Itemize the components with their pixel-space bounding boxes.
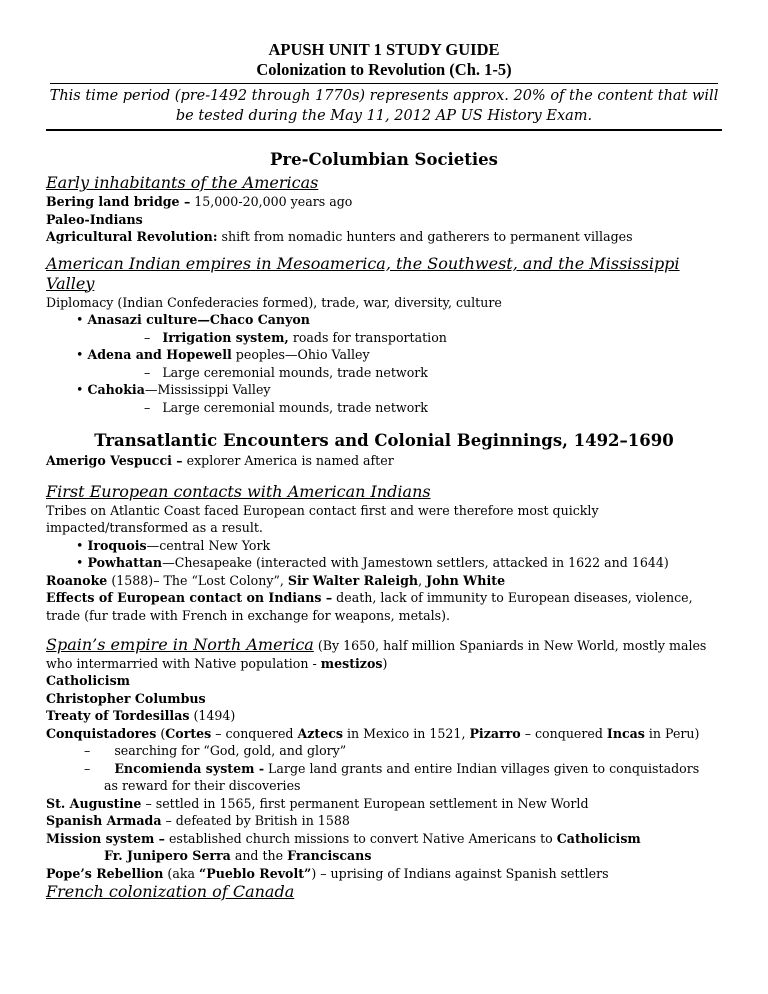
subheading-first-contacts: First European contacts with American Indians xyxy=(46,481,431,501)
list-item: Pope’s Rebellion (aka “Pueblo Revolt”) – uprising of Indians against Spanish settlers xyxy=(46,865,609,881)
list-item: Christopher Columbus xyxy=(46,690,206,706)
list-item: Fr. Junipero Serra and the Franciscans xyxy=(104,848,372,863)
sub-bullet-item: – searching for “God, gold, and glory” xyxy=(84,743,347,758)
list-item: who intermarried with Native population - mestizos) xyxy=(46,655,388,671)
sub-bullet-item: – Large ceremonial mounds, trade network xyxy=(144,364,428,380)
list-item: Roanoke (1588)– The “Lost Colony”, Sir Walter Raleigh, John White xyxy=(46,572,506,588)
subheading-indian-empires: American Indian empires in Mesoamerica, the Southwest, and the Mississippi Valley xyxy=(46,253,680,293)
sub-bullet-item: – Irrigation system, roads for transportation xyxy=(144,329,447,345)
divider xyxy=(50,83,718,84)
list-item: Mission system – established church missions to convert Native Americans to Catholicism xyxy=(46,830,641,846)
divider xyxy=(46,129,722,131)
section-title-pre-columbian: Pre-Columbian Societies xyxy=(270,150,498,169)
bullet-item: • Anasazi culture—Chaco Canyon xyxy=(76,312,310,327)
list-item: Conquistadores (Cortes – conquered Aztecs in Mexico in 1521, Pizarro – conquered Incas in Peru) xyxy=(46,725,700,741)
list-item: Bering land bridge – 15,000-20,000 years ago xyxy=(46,194,353,209)
list-item: Diplomacy (Indian Confederacies formed), trade, war, diversity, culture xyxy=(46,294,502,310)
sub-bullet-continuation: as reward for their discoveries xyxy=(104,778,301,793)
subheading-early-inhabitants: Early inhabitants of the Americas xyxy=(46,173,319,192)
list-item: Catholicism xyxy=(46,673,130,688)
doc-title: APUSH UNIT 1 STUDY GUIDE xyxy=(268,40,500,59)
list-item: St. Augustine – settled in 1565, first permanent European settlement in New World xyxy=(46,795,589,811)
sub-bullet-item: – Large ceremonial mounds, trade network xyxy=(144,399,428,415)
list-item: Agricultural Revolution: shift from nomadic hunters and gatherers to permanent villages xyxy=(46,229,633,244)
bullet-item: • Adena and Hopewell peoples—Ohio Valley xyxy=(76,347,370,362)
subheading-spain-empire: Spain’s empire in North America (By 1650, half million Spaniards in New World, mostly males xyxy=(46,635,707,654)
list-item: Effects of European contact on Indians – death, lack of immunity to European diseases, violence, trade (fur trade with French in exchange for weapons, metals). xyxy=(46,590,693,623)
list-item: Paleo-Indians xyxy=(46,211,143,227)
list-item: Amerigo Vespucci – explorer America is named after xyxy=(46,453,394,468)
bullet-item: • Cahokia—Mississippi Valley xyxy=(76,382,271,397)
bullet-item: • Powhattan—Chesapeake (interacted with Jamestown settlers, attacked in 1622 and 1644) xyxy=(76,555,669,570)
bullet-item: • Iroquois—central New York xyxy=(76,537,271,553)
intro-note: This time period (pre-1492 through 1770s) represents approx. 20% of the content that will be tested during the May 11, 2012 AP US History Exam. xyxy=(49,88,719,124)
paragraph: Tribes on Atlantic Coast faced European contact first and were therefore most quickly impacted/transformed as a result. xyxy=(46,502,599,535)
list-item: Spanish Armada – defeated by British in 1588 xyxy=(46,813,350,828)
doc-subtitle: Colonization to Revolution (Ch. 1-5) xyxy=(256,60,512,79)
study-guide-page xyxy=(46,40,722,902)
sub-bullet-item: – Encomienda system - Large land grants and entire Indian villages given to conquistadors xyxy=(84,760,700,776)
section-title-transatlantic: Transatlantic Encounters and Colonial Beginnings, 1492–1690 xyxy=(94,431,674,450)
subheading-french-canada: French colonization of Canada xyxy=(46,882,295,901)
list-item: Treaty of Tordesillas (1494) xyxy=(46,708,236,723)
